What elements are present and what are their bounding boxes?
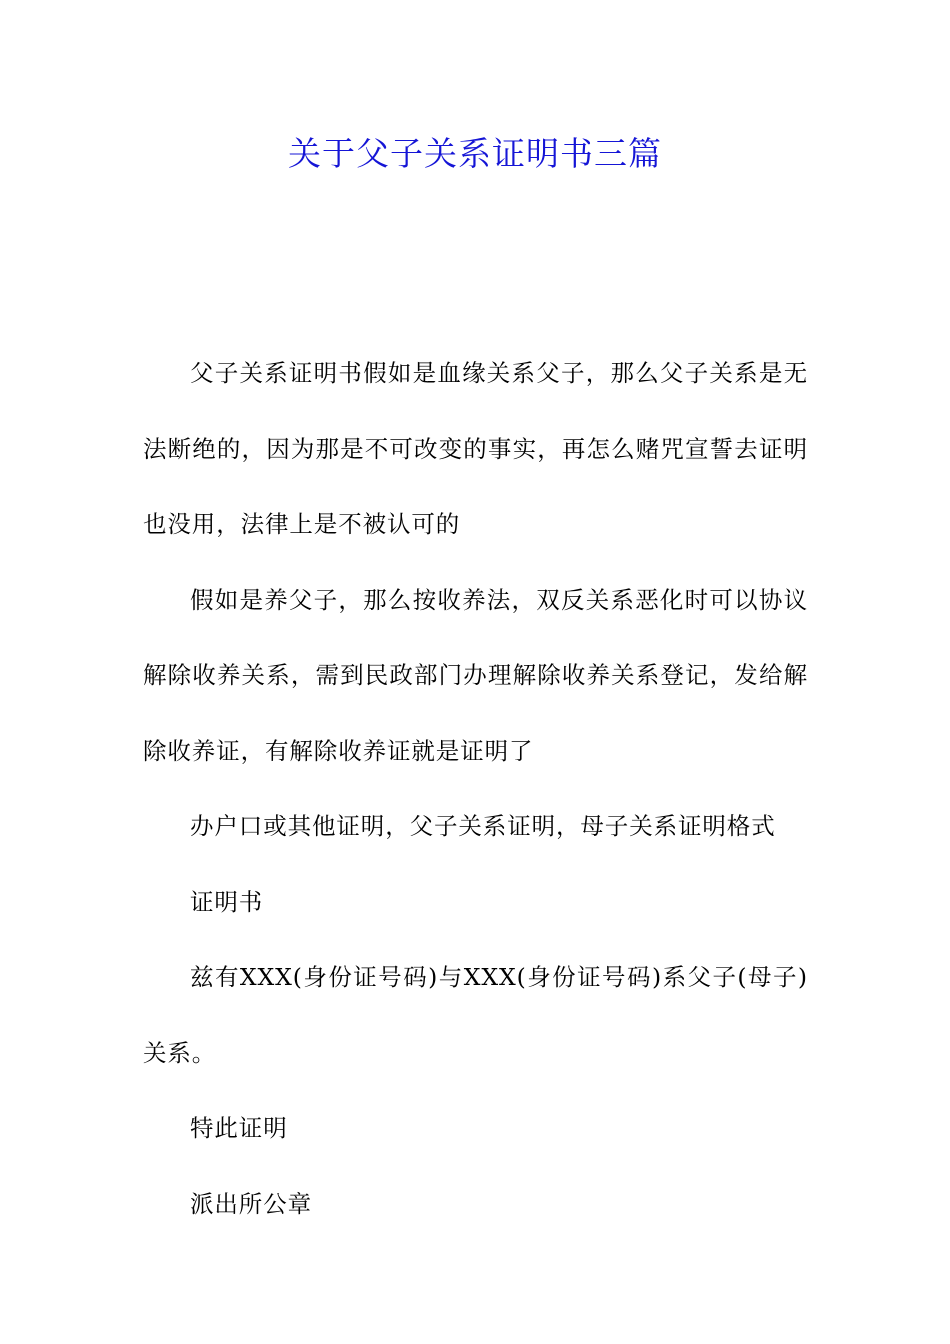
document-body [143, 336, 808, 1242]
paragraph-certificate-statement: 兹有XXX(身份证号码)与XXX(身份证号码)系父子(母子)关系。 [143, 963, 808, 1067]
paragraph-adoption: 假如是养父子，那么按收养法，双反关系恶化时可以协议解除收养关系，需到民政部门办理解除收养关系登记，发给解除收养证，有解除收养证就是证明了 [143, 585, 808, 765]
paragraph-certificate-format: 办户口或其他证明，父子关系证明，母子关系证明格式 [190, 812, 776, 840]
paragraph-blood-relation: 父子关系证明书假如是血缘关系父子，那么父子关系是无法断绝的，因为那是不可改变的事实，再怎么赌咒宣誓去证明也没用，法律上是不被认可的 [143, 359, 808, 538]
document-title: 关于父子关系证明书三篇 [288, 134, 662, 173]
paragraph-hereby-certify: 特此证明 [190, 1114, 288, 1142]
paragraph-certificate-heading: 证明书 [190, 887, 264, 916]
paragraph-police-seal: 派出所公章 [190, 1189, 312, 1218]
